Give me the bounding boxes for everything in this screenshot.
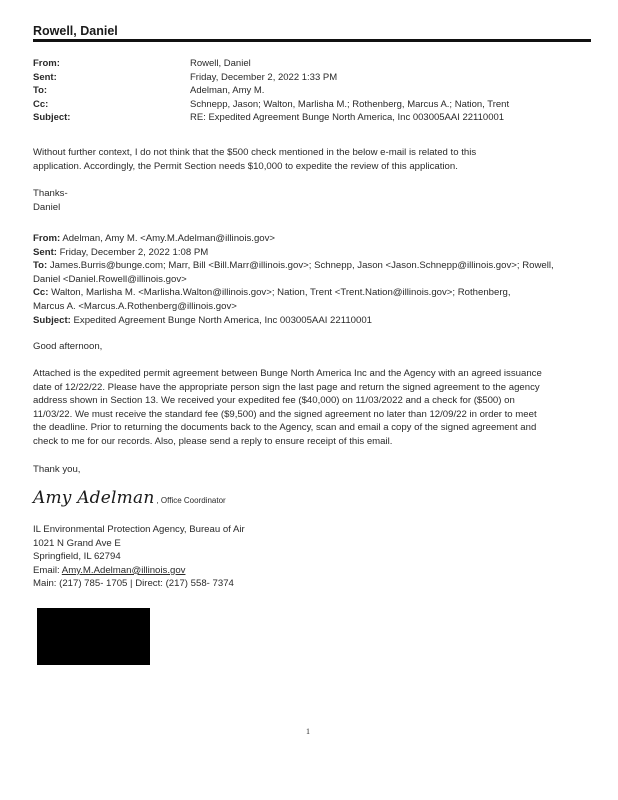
fwd-subject-label: Subject: [33,314,71,326]
fwd-subject-line [33,314,593,328]
signoff-name: Daniel [33,201,61,213]
printout-owner-name: Rowell, Daniel [33,24,118,38]
fwd-cc-continuation: Marcus A. <Marcus.A.Rothenberg@illinois.gov> [33,300,237,312]
greeting-text: Good afternoon, [33,341,103,352]
sent-label: Sent: [33,71,57,83]
to-value: Adelman, Amy M. [190,85,265,97]
signature-block [33,488,226,508]
fwd-sent-value: Friday, December 2, 2022 1:08 PM [56,246,209,258]
fwd-to-label: To: [33,260,48,272]
contact-street: 1021 N Grand Ave E [33,537,121,549]
page-number: 1 [306,727,310,736]
header-row-cc [33,98,593,112]
reply-line: Without further context, I do not think that the $500 check mentioned in the below e-mail is related to this [33,147,477,158]
fwd-cc-line [33,286,593,300]
email-header [33,57,593,125]
contact-phone: Main: (217) 785- 1705 | Direct: (217) 558- 7374 [33,578,234,590]
fwd-cc-label: Cc: [33,287,49,299]
fwd-from-line [33,232,593,246]
body-line: 11/03/22. We must receive the standard fee ($9,500) and the signed agreement no later than 12/09/22 in order to meet [33,408,537,420]
email-link[interactable]: Amy.M.Adelman@illinois.gov [61,564,186,576]
contact-org: IL Environmental Protection Agency, Bureau of Air [33,524,245,535]
fwd-to-line [33,259,593,273]
header-row-to [33,84,593,98]
body-line: Attached is the expedited permit agreement between Bunge North America Inc and the Agency with an agreed issuance [33,368,542,379]
subject-label: Subject: [33,112,71,124]
fwd-from-value: Adelman, Amy M. <Amy.M.Adelman@illinois.gov> [60,233,276,244]
fwd-to-continuation: Daniel <Daniel.Rowell@illinois.gov> [33,273,187,285]
body-line: address shown in Section 13. We received your expedited fee ($40,000) on 11/03/2022 and a check for ($500) on [33,395,515,407]
redaction-box [37,608,150,665]
sent-value: Friday, December 2, 2022 1:33 PM [190,71,338,83]
contact-block [33,523,593,591]
to-label: To: [33,85,48,97]
subject-value: RE: Expedited Agreement Bunge North America, Inc 003005AAI 22110001 [190,112,505,124]
cc-value: Schnepp, Jason; Walton, Marlisha M.; Rothenberg, Marcus A.; Nation, Trent [190,98,510,110]
email-label: Email: [33,564,62,576]
greeting [33,340,593,354]
signature-name: Amy Adelman [33,488,155,508]
reply-line: application. Accordingly, the Permit Section needs $10,000 to expedite the review of this application. [33,160,458,172]
closing-text: Thank you, [33,464,81,475]
reply-signoff [33,187,593,214]
reply-body [33,146,593,173]
fwd-sent-label: Sent: [33,246,57,258]
body-line: date of 12/22/22. Please have the appropriate person sign the last page and return the signed agreement to the agency [33,381,540,393]
forwarded-header [33,232,593,327]
header-rule [33,39,591,42]
header-row-sent [33,71,593,85]
signature-role: , Office Coordinator [156,496,226,505]
fwd-sent-line [33,246,593,260]
closing [33,463,593,477]
from-value: Rowell, Daniel [190,58,251,69]
fwd-to-value: James.Burris@bunge.com; Marr, Bill <Bill.Marr@illinois.gov>; Schnepp, Jason <Jason.Schnepp@illinois.gov>; Rowell, [47,260,554,272]
fwd-from-label: From: [33,233,61,244]
signoff-thanks: Thanks- [33,188,68,199]
fwd-subject-value: Expedited Agreement Bunge North America, Inc 003005AAI 22110001 [70,314,373,326]
message-body [33,367,593,449]
body-line: check to me for our records. Also, please send a reply to ensure receipt of this email. [33,435,393,447]
header-row-subject [33,111,593,125]
from-label: From: [33,58,60,69]
contact-city: Springfield, IL 62794 [33,551,121,563]
fwd-cc-value: Walton, Marlisha M. <Marlisha.Walton@illinois.gov>; Nation, Trent <Trent.Nation@illinois.gov>; Rothenberg, [48,287,511,299]
cc-label: Cc: [33,98,49,110]
body-line: the deadline. Prior to returning the documents back to the Agency, scan and email a copy of the signed agreement and [33,422,537,434]
header-row-from [33,57,593,71]
contact-email-line [33,564,593,578]
